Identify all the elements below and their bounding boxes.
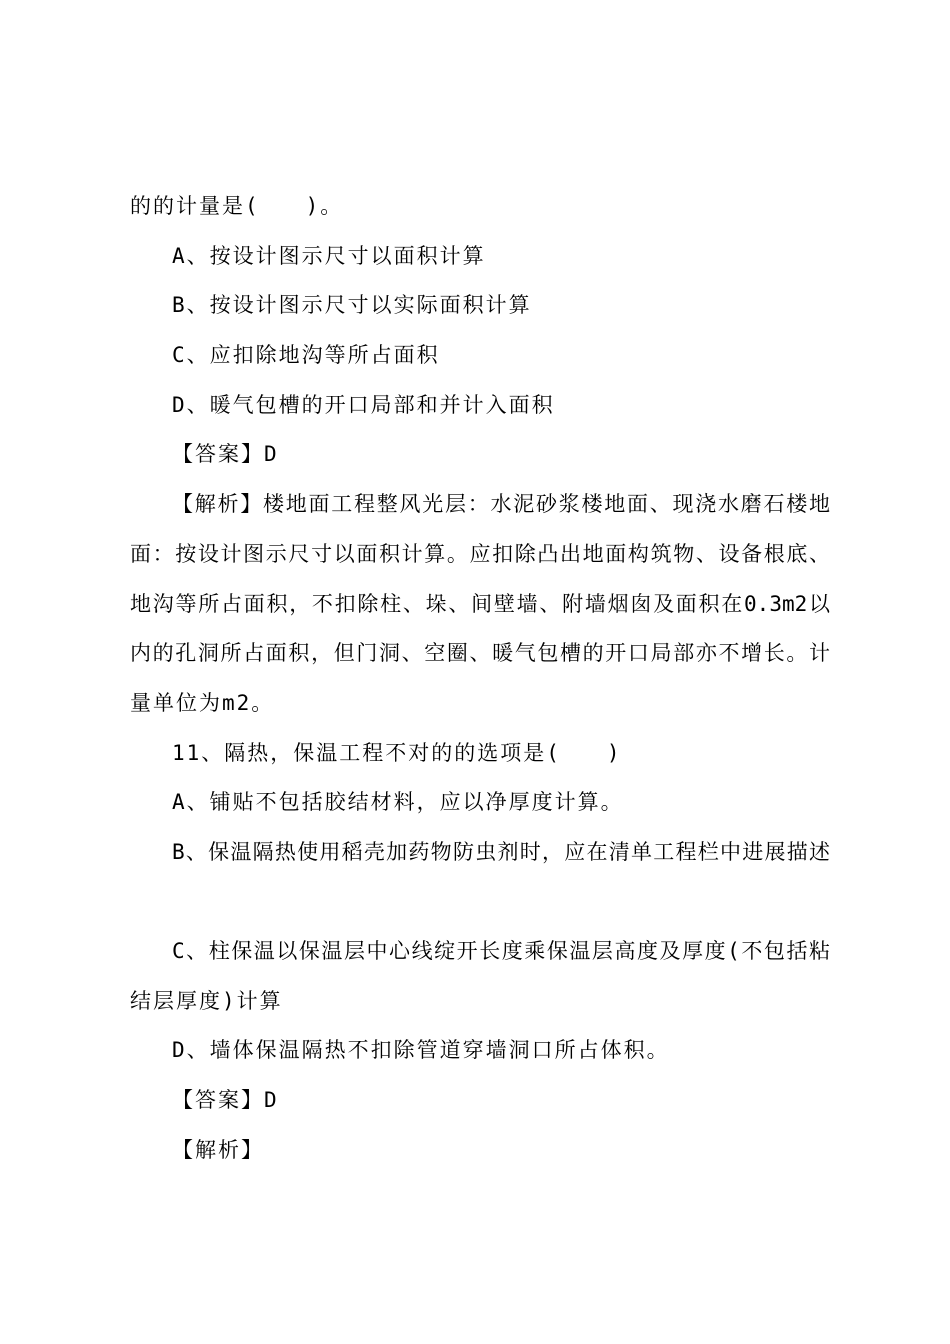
analysis-line-1: 【解析】楼地面工程整风光层：水泥砂浆楼地面、现浇水磨石楼地 bbox=[172, 492, 830, 516]
q11-option-b: B、保温隔热使用稻壳加药物防虫剂时，应在清单工程栏中进展描述 bbox=[172, 840, 830, 864]
question-11: 11、隔热，保温工程不对的的选项是( ) bbox=[172, 741, 622, 765]
q11-answer-line: 【答案】D bbox=[172, 1088, 279, 1112]
option-d: D、暖气包槽的开口局部和并计入面积 bbox=[172, 393, 555, 417]
q11-option-d: D、墙体保温隔热不扣除管道穿墙洞口所占体积。 bbox=[172, 1038, 670, 1062]
option-a: A、按设计图示尺寸以面积计算 bbox=[172, 244, 486, 268]
q11-option-c-line-1: C、柱保温以保温层中心线绽开长度乘保温层高度及厚度(不包括粘 bbox=[172, 939, 830, 963]
q11-option-a: A、铺贴不包括胶结材料，应以净厚度计算。 bbox=[172, 790, 624, 814]
text-line-question-tail: 的的计量是( )。 bbox=[130, 194, 344, 218]
q11-analysis-line: 【解析】 bbox=[172, 1138, 264, 1162]
analysis-line-3: 地沟等所占面积，不扣除柱、垛、间壁墙、附墙烟囱及面积在0.3m2以 bbox=[130, 592, 830, 616]
analysis-line-2: 面：按设计图示尺寸以面积计算。应扣除凸出地面构筑物、设备根底、 bbox=[130, 542, 830, 566]
analysis-line-5: 量单位为m2。 bbox=[130, 691, 275, 715]
option-b: B、按设计图示尺寸以实际面积计算 bbox=[172, 293, 532, 317]
q11-option-c-line-2: 结层厚度)计算 bbox=[130, 989, 283, 1013]
option-c: C、应扣除地沟等所占面积 bbox=[172, 343, 440, 367]
answer-line: 【答案】D bbox=[172, 442, 279, 466]
analysis-line-4: 内的孔洞所占面积，但门洞、空圈、暖气包槽的开口局部亦不增长。计 bbox=[130, 641, 830, 665]
